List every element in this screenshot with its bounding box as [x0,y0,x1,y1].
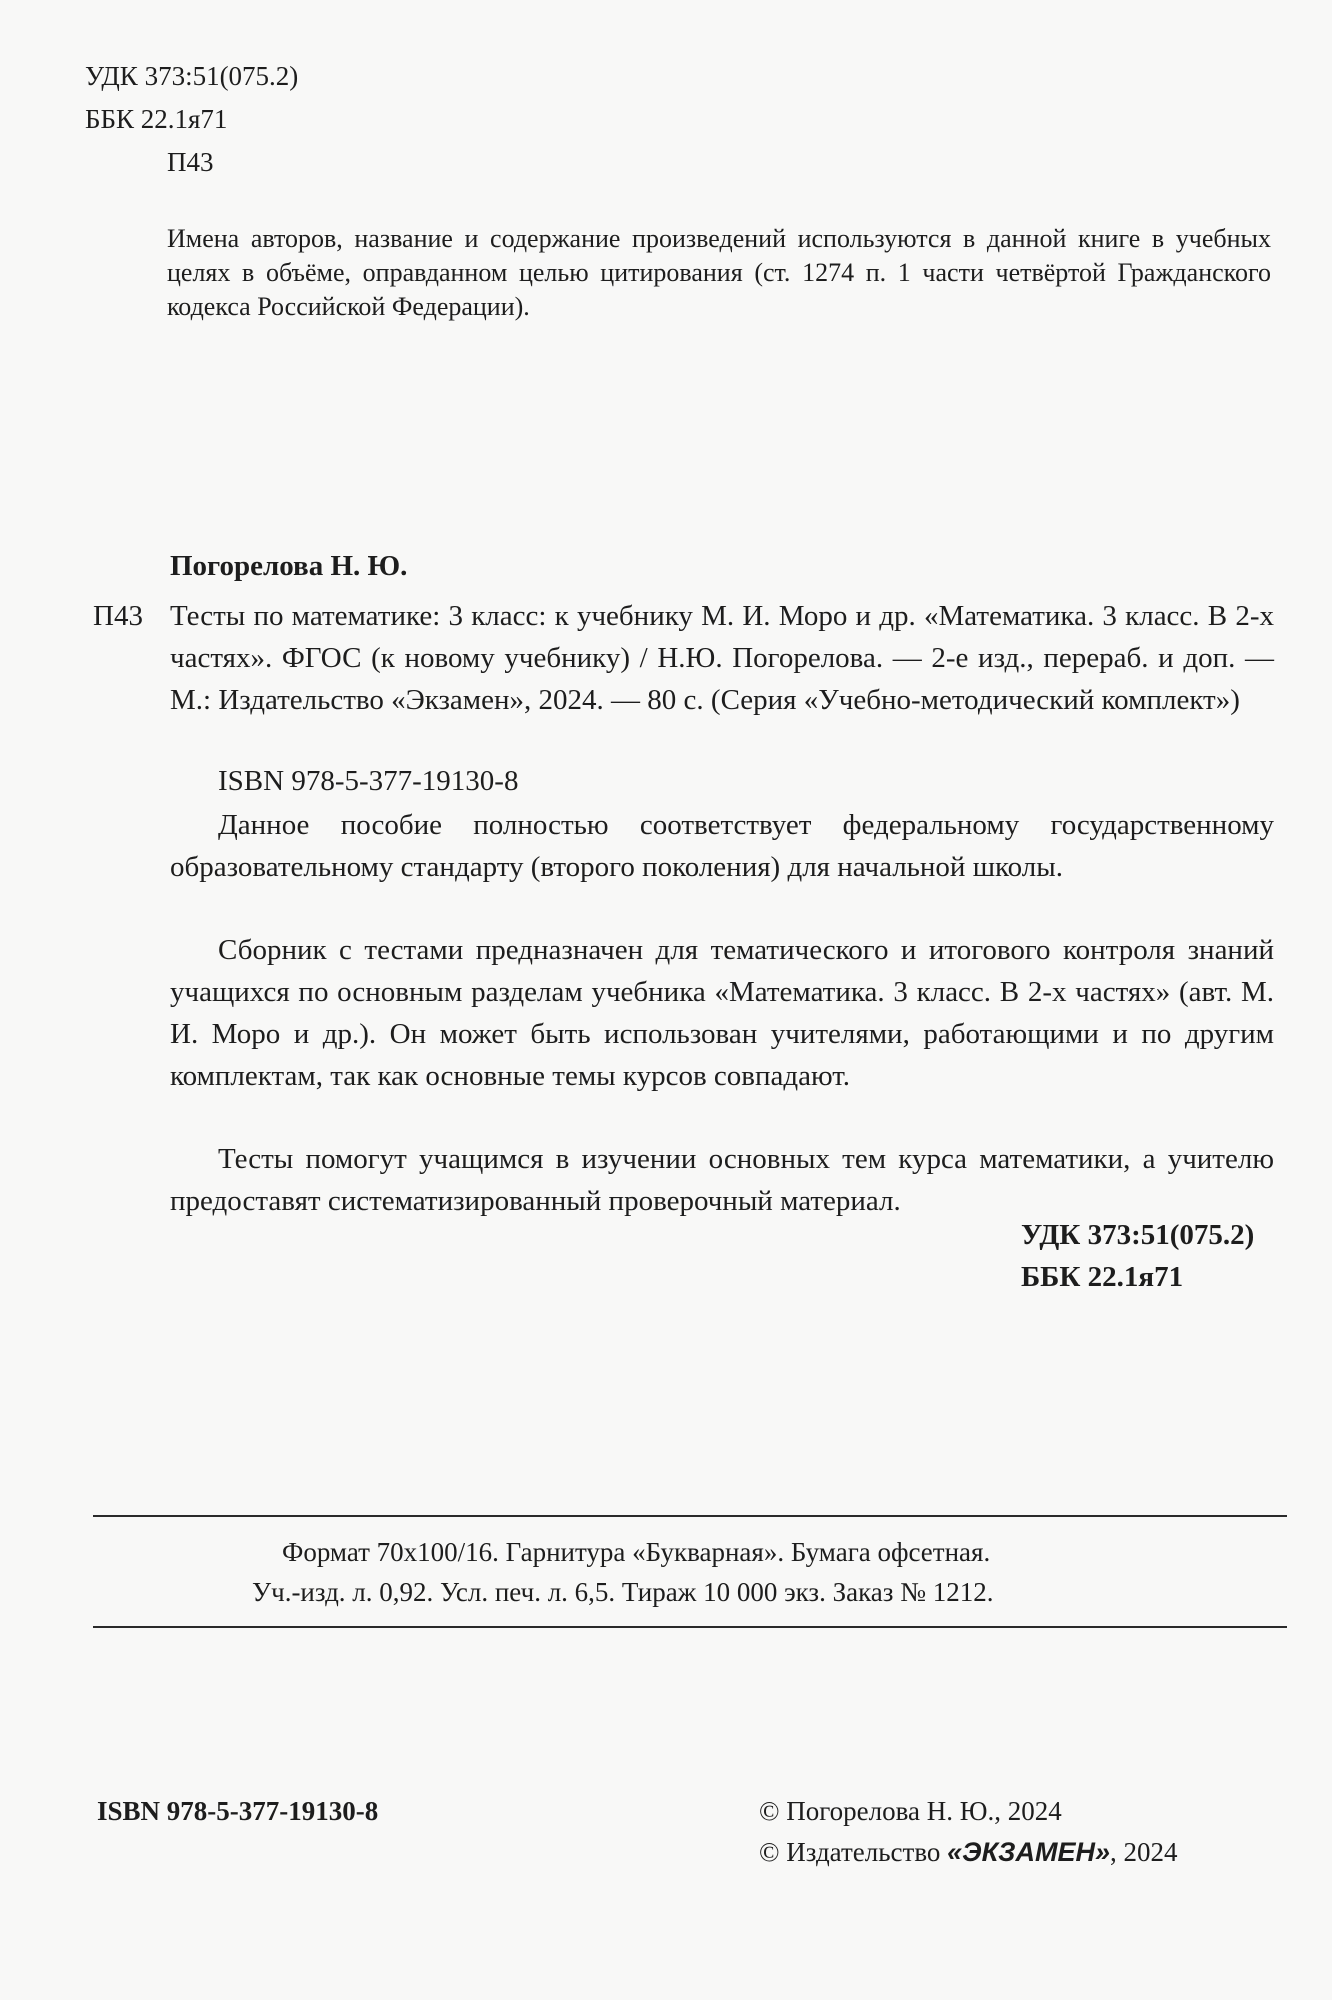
catalog-description: Тесты по математике: 3 класс: к учебнику М. И. Моро и др. «Математика. 3 класс. В 2-х частях». ФГОС (к новому учебнику) / Н.Ю. Погорелова. — 2-е изд., перераб. и доп. — М.: Издательство «Экзамен», 2024. — 80 с. (Серия «Учебно-методический комплект») [170,600,1274,716]
footer-isbn: ISBN 978-5-377-19130-8 [97,1796,379,1826]
catalog-isbn: ISBN 978-5-377-19130-8 [218,765,519,797]
abstract-bbk: ББК 22.1я71 [1021,1261,1184,1293]
copyright-author: © Погорелова Н. Ю., 2024 [759,1796,1062,1826]
citation-notice: Имена авторов, название и содержание произведений используются в данной книге в учебных целях в объёме, оправданном целью цитирования (ст. 1274 п. 1 части четвёртой Гражданского кодекса Российской Федерации). [167,224,1271,321]
imprint-bottom-rule [93,1626,1287,1628]
catalog-author: Погорелова Н. Ю. [170,550,408,582]
abstract-paragraph-1: Данное пособие полностью соответствует федеральному государственному образовательному стандарту (второго поколения) для начальной школы. [170,809,1274,883]
imprint-print-line: Уч.-изд. л. 0,92. Усл. печ. л. 6,5. Тираж 10 000 экз. Заказ № 1212. [252,1577,994,1607]
imprint-format-line: Формат 70x100/16. Гарнитура «Букварная». Бумага офсетная. [282,1537,991,1567]
copyright-publisher-prefix: © Издательство [759,1837,948,1867]
catalog-author-mark: П43 [93,600,143,632]
abstract-udk: УДК 373:51(075.2) [1021,1219,1255,1251]
udk-code-header: УДК 373:51(075.2) [85,61,299,91]
copyright-publisher-suffix: , 2024 [1110,1837,1178,1867]
abstract-paragraph-2: Сборник с тестами предназначен для тематического и итогового контроля знаний учащихся по основным разделам учебника «Математика. 3 класс. В 2-х частях» (авт. М. И. Моро и др.). Он может быть использован учителями, работающими и по другим комплектам, так как основные темы курсов совпадают. [170,934,1274,1092]
copyright-publisher [759,1834,1178,1871]
abstract-paragraph-3: Тесты помогут учащимся в изучении основных тем курса математики, а учителю предоставят систематизированный проверочный материал. [170,1143,1274,1217]
bbk-code-header: ББК 22.1я71 [85,104,228,134]
publisher-brand-name: «ЭКЗАМЕН» [947,1837,1111,1867]
imprint-top-rule [93,1515,1287,1517]
author-mark-header: П43 [167,147,214,177]
